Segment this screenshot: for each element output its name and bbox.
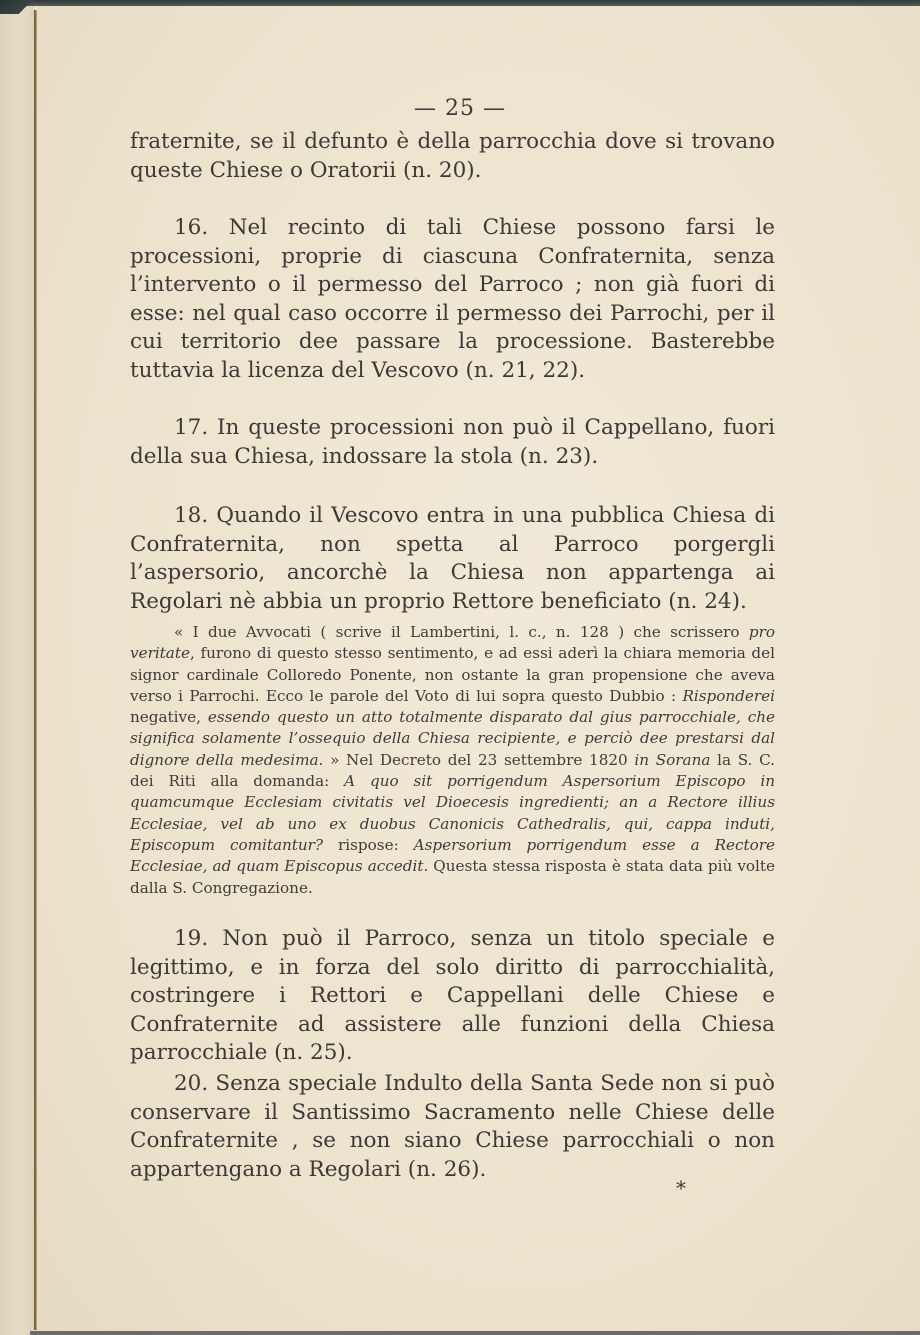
paragraph-16 xyxy=(130,214,775,386)
note-text: Questa stessa risposta è stata data più volte dalla S. Congregazione. xyxy=(130,857,775,897)
note-italic: in Sorana xyxy=(634,750,711,769)
note-italic: A quo sit porrigendum Aspersorium Episcopo in quamcumque Ecclesiam civitatis vel Dioecesis ingredienti; an a Rectore illius Ecclesiae, vel ab uno ex duobus Canonicis Cathedralis, qui, cappa induti, Episcopum comitantur? xyxy=(130,772,776,854)
left-page-edge xyxy=(0,0,34,1335)
paragraph-continuation xyxy=(130,128,775,185)
note-italic: pro veritate xyxy=(130,623,775,663)
paragraph-19 xyxy=(130,925,775,1068)
note-text: negative, xyxy=(130,708,208,727)
paragraph-17 xyxy=(130,414,775,471)
bottom-edge-shadow xyxy=(30,1331,920,1335)
note-text: « I due Avvocati ( scrive il Lambertini, l. c., n. 128 ) che scrissero xyxy=(174,623,749,641)
paragraph-text: 20. Senza speciale Indulto della Santa Sede non si può conservare il Santissimo Sacramento nelle Chiese delle Confraternite , se non siano Chiese parrocchiali o non appartengano a Regolari (n. 26). xyxy=(130,1071,775,1182)
note-italic: Aspersorium porrigendum esse a Rectore Ecclesiae, ad quam Episcopus accedit. xyxy=(130,835,775,876)
paragraph-20 xyxy=(130,1070,775,1184)
note-text: » Nel Decreto del 23 settembre 1820 xyxy=(323,750,635,769)
top-edge-shadow xyxy=(0,0,920,6)
paragraph-text: 17. In queste processioni non può il Cappellano, fuori della sua Chiesa, indossare la stola (n. 23). xyxy=(130,415,775,469)
paragraph-text: 18. Quando il Vescovo entra in una pubblica Chiesa di Confraternita, non spetta al Parroco porgergli l’aspersorio, ancorchè la Chiesa non appartenga ai Regolari nè abbia un proprio Rettore beneficiato (n. 24). xyxy=(130,503,775,614)
note-text: la S. C. dei Riti alla domanda: xyxy=(130,750,775,791)
paragraph-text: 19. Non può il Parroco, senza un titolo speciale e legittimo, e in forza del solo diritto di parrocchialità, costringere i Rettori e Cappellani delle Chiese e Confraternite ad assistere alle funzioni della Chiesa parrocchiale (n. 25). xyxy=(130,926,775,1066)
paragraph-text: fraternite, se il defunto è della parrocchia dove si trovano queste Chiese o Oratorii (n. 20). xyxy=(130,129,775,183)
paragraph-text: 16. Nel recinto di tali Chiese possono farsi le processioni, proprie di ciascuna Confraternita, senza l’intervento o il permesso del Parroco ; non già fuori di esse: nel qual caso occorre il permesso dei Parrochi, per il cui territorio dee passare la processione. Basterebbe tuttavia la licenza del Vescovo (n. 21, 22). xyxy=(130,215,775,383)
note-italic: essendo questo un atto totalmente disparato dal gius parrocchiale, che significa solamente l’ossequio della Chiesa recipiente, e perciò dee prestarsi dal dignore della medesima. xyxy=(130,708,776,769)
note-italic: Risponderei xyxy=(682,686,775,705)
signature-mark: * xyxy=(676,1176,686,1200)
footnote-block xyxy=(130,622,775,899)
top-left-corner-shadow xyxy=(0,0,40,14)
note-text: rispose: xyxy=(323,835,414,854)
page-number: — 25 — xyxy=(414,96,506,121)
note-text: , furono di questo stesso sentimento, e ad essi aderì la chiara memoria del signor cardinale Colloredo Ponente, non ostante la gran propensione che aveva verso i Parrochi. Ecco le parole del Voto di lui sopra questo Dubbio : xyxy=(130,644,775,705)
paragraph-18 xyxy=(130,502,775,616)
